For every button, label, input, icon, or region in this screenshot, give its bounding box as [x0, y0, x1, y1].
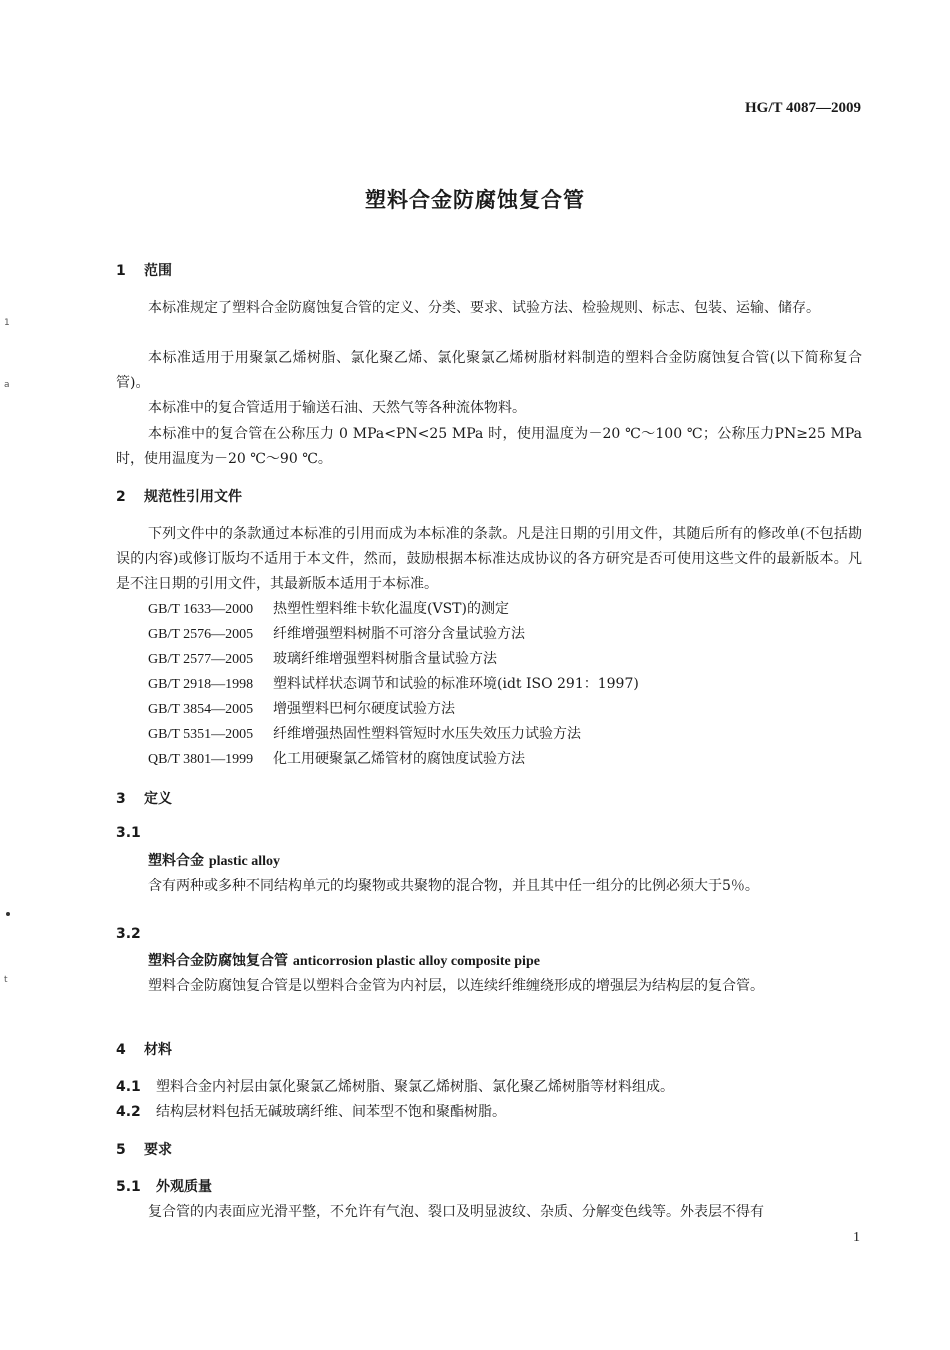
section-title: 定义: [144, 791, 172, 807]
margin-mark: t: [4, 975, 8, 985]
clause-text: 结构层材料包括无碱玻璃纤维、间苯型不饱和聚酯树脂。: [156, 1104, 506, 1120]
reference-item: [148, 673, 639, 693]
paragraph: 本标准适用于用聚氯乙烯树脂、氯化聚乙烯、氯化聚氯乙烯树脂材料制造的塑料合金防腐蚀复合管(以下简称复合管)。: [116, 350, 862, 391]
reference-code: GB/T 5351—2005: [148, 727, 254, 742]
reference-title: 塑料试样状态调节和试验的标准环境(idt ISO 291：1997): [273, 676, 639, 692]
definition-text: 含有两种或多种不同结构单元的均聚物或共聚物的混合物，并且其中任一组分的比例必须大于5％。: [148, 878, 759, 894]
paragraph: 本标准规定了塑料合金防腐蚀复合管的定义、分类、要求、试验方法、检验规则、标志、包装、运输、储存。: [148, 300, 820, 316]
paragraph: 本标准中的复合管在公称压力 0 MPa<PN<25 MPa 时，使用温度为－20 ℃～100 ℃；公称压力PN≥25 MPa 时，使用温度为－20 ℃～90 ℃。: [116, 426, 862, 467]
reference-title: 纤维增强热固性塑料管短时水压失效压力试验方法: [273, 726, 581, 742]
section-title: 材料: [144, 1042, 172, 1058]
margin-mark: 1: [4, 318, 10, 328]
section-number: 1: [116, 263, 126, 279]
definition-term: [148, 950, 540, 970]
subsection-heading: [116, 1176, 212, 1196]
margin-dot: [6, 912, 10, 916]
clause-item: [116, 1076, 674, 1096]
reference-item: [148, 723, 581, 743]
term-english: plastic alloy: [208, 854, 281, 869]
reference-code: GB/T 2577—2005: [148, 652, 254, 667]
reference-title: 热塑性塑料维卡软化温度(VST)的测定: [273, 601, 509, 617]
section-heading: [116, 788, 172, 808]
section-number: 3: [116, 791, 126, 807]
paragraph: 下列文件中的条款通过本标准的引用而成为本标准的条款。凡是注日期的引用文件，其随后所有的修改单(不包括勘误的内容)或修订版均不适用于本文件，然而，鼓励根据本标准达成协议的各方研究是否可使用这些文件的最新版本。凡是不注日期的引用文件，其最新版本适用于本标准。: [116, 526, 862, 592]
standard-code: HG/T 4087—2009: [745, 100, 861, 116]
reference-title: 增强塑料巴柯尔硬度试验方法: [273, 701, 455, 717]
subsection-number: 5.1: [116, 1179, 141, 1195]
section-title: 要求: [144, 1142, 172, 1158]
page-number: 1: [853, 1230, 860, 1245]
clause-number: 4.1: [116, 1079, 141, 1095]
reference-code: GB/T 2918—1998: [148, 677, 254, 692]
section-heading: [116, 1039, 172, 1059]
paragraph: 复合管的内表面应光滑平整，不允许有气泡、裂口及明显波纹、杂质、分解变色线等。外表层不得有: [148, 1204, 764, 1220]
reference-item: [148, 648, 497, 668]
section-title: 规范性引用文件: [144, 489, 242, 505]
term-chinese: 塑料合金防腐蚀复合管: [148, 953, 288, 969]
reference-title: 化工用硬聚氯乙烯管材的腐蚀度试验方法: [273, 751, 525, 767]
document-title: 塑料合金防腐蚀复合管: [365, 188, 585, 212]
reference-title: 纤维增强塑料树脂不可溶分含量试验方法: [273, 626, 525, 642]
paragraph: 本标准中的复合管适用于输送石油、天然气等各种流体物料。: [148, 400, 526, 416]
reference-title: 玻璃纤维增强塑料树脂含量试验方法: [273, 651, 497, 667]
term-chinese: 塑料合金: [148, 853, 204, 869]
reference-code: GB/T 3854—2005: [148, 702, 254, 717]
definition-number: 3.2: [116, 926, 141, 942]
definition-term: [148, 850, 280, 870]
section-heading: [116, 486, 242, 506]
reference-code: GB/T 1633—2000: [148, 602, 254, 617]
section-heading: [116, 1139, 172, 1159]
definition-number: 3.1: [116, 825, 141, 841]
definition-text: 塑料合金防腐蚀复合管是以塑料合金管为内衬层，以连续纤维缠绕形成的增强层为结构层的复合管。: [148, 978, 764, 994]
section-number: 4: [116, 1042, 126, 1058]
reference-code: GB/T 2576—2005: [148, 627, 254, 642]
reference-item: [148, 598, 509, 618]
subsection-title: 外观质量: [156, 1179, 212, 1195]
section-number: 5: [116, 1142, 126, 1158]
section-number: 2: [116, 489, 126, 505]
reference-item: [148, 698, 455, 718]
clause-number: 4.2: [116, 1104, 141, 1120]
clause-item: [116, 1101, 506, 1121]
section-heading: [116, 260, 172, 280]
section-title: 范围: [144, 263, 172, 279]
term-english: anticorrosion plastic alloy composite pipe: [292, 954, 540, 969]
reference-item: [148, 748, 525, 768]
reference-item: [148, 623, 525, 643]
margin-mark: a: [4, 380, 10, 390]
reference-code: QB/T 3801—1999: [148, 752, 254, 767]
clause-text: 塑料合金内衬层由氯化聚氯乙烯树脂、聚氯乙烯树脂、氯化聚乙烯树脂等材料组成。: [156, 1079, 674, 1095]
